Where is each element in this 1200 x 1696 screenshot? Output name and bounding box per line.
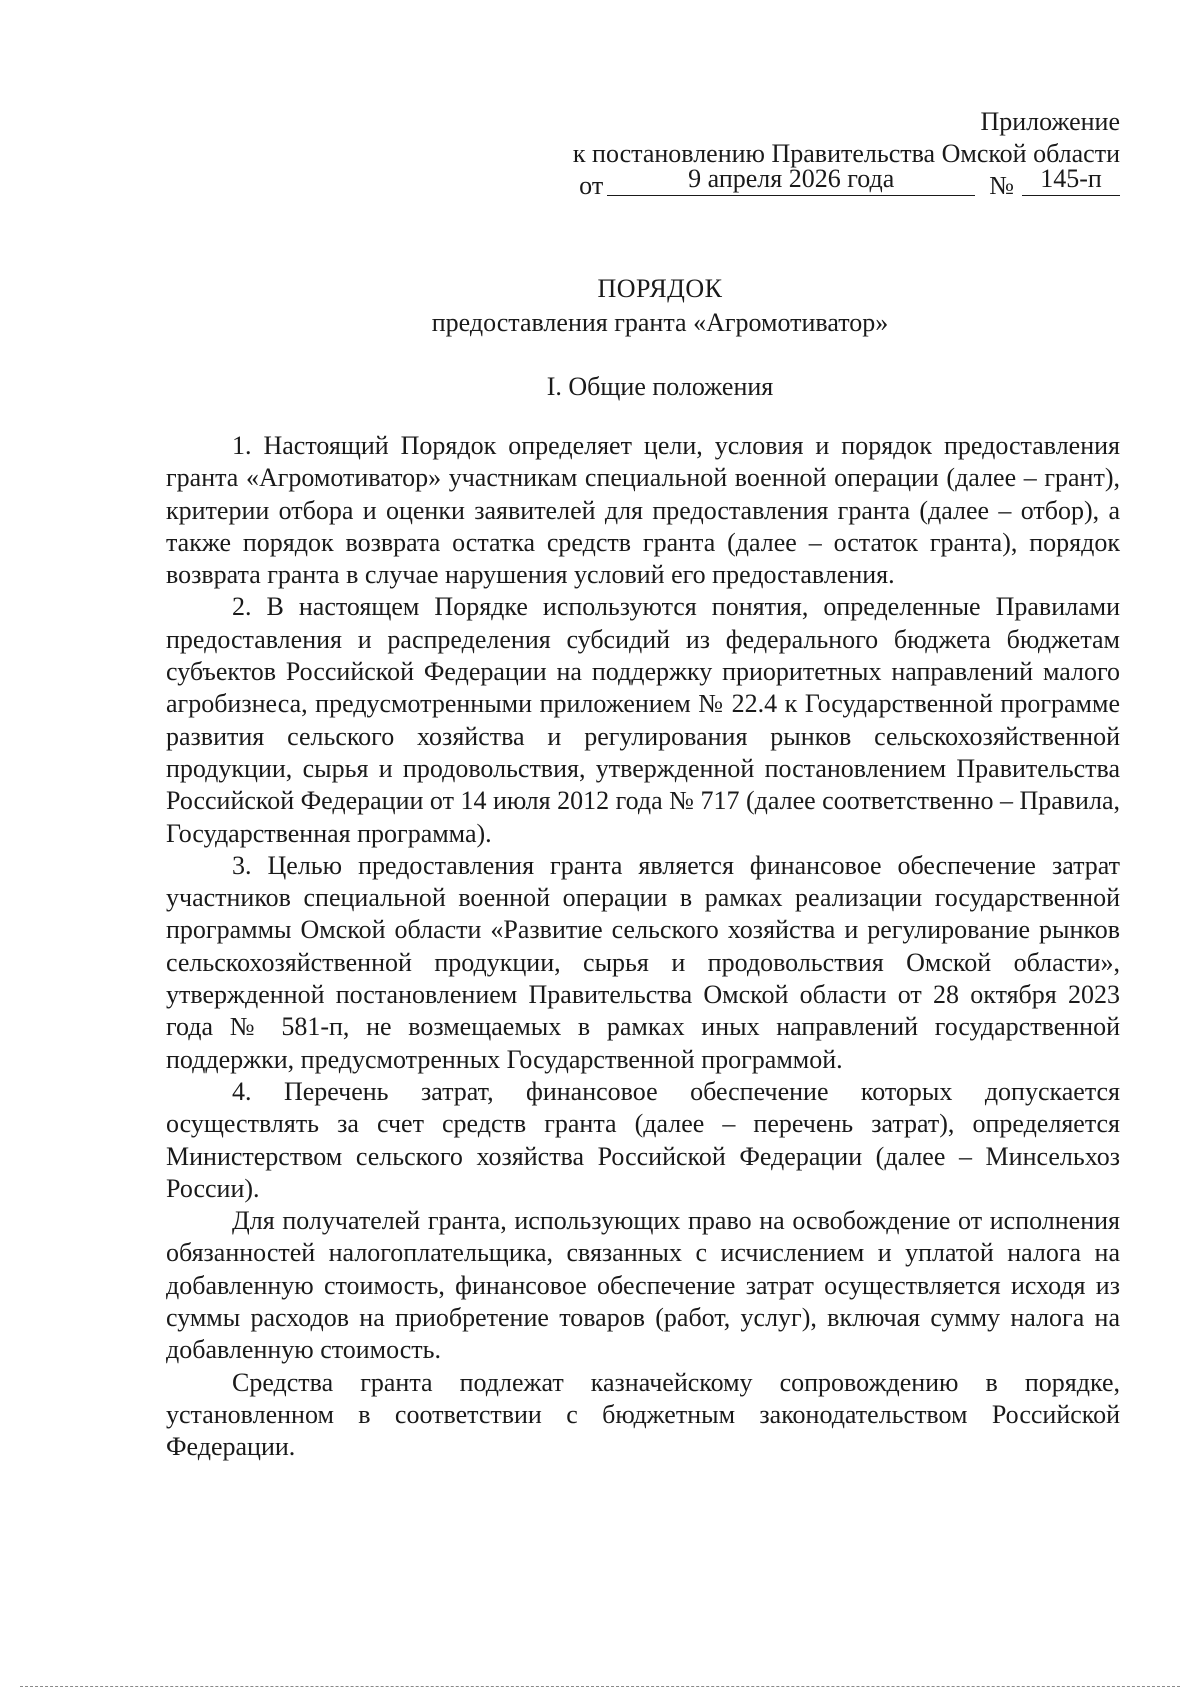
page-bottom-rule xyxy=(20,1686,1180,1687)
paragraph: 4. Перечень затрат, финансовое обеспечение которых допускается осуществлять за счет средств гранта (далее – перечень затрат), определяется Министерством сельского хозяйства Российской Федерации (далее – Минсельхоз России). xyxy=(166,1076,1120,1203)
paragraph: Средства гранта подлежат казначейскому сопровождению в порядке, установленном в соответствии с бюджетным законодательством Российской Федерации. xyxy=(166,1367,1120,1462)
appendix-label: Приложение xyxy=(980,107,1120,136)
date-prefix: от xyxy=(579,171,604,200)
document-title: ПОРЯДОК xyxy=(597,274,723,303)
paragraph: 1. Настоящий Порядок определяет цели, условия и порядок предоставления гранта «Агромотиватор» участникам специальной военной операции (далее – грант), критерии отбора и оценки заявителей для предоставления гранта (далее – отбор), а также порядок возврата остатка средств гранта (далее – остаток гранта), порядок возврата гранта в случае нарушения условий его предоставления. xyxy=(166,431,1120,590)
document-body xyxy=(166,430,1120,1464)
document-subtitle: предоставления гранта «Агромотиватор» xyxy=(431,308,889,337)
resolution-number: 145-п xyxy=(1022,165,1120,196)
paragraph: 3. Целью предоставления гранта является финансовое обеспечение затрат участников специальной военной операции в рамках реализации государственной программы Омской области «Развитие сельского хозяйства и регулирование рынков сельскохозяйственной продукции, сырья и продовольствия Омской области», утвержденной постановлением Правительства Омской области от 28 октября 2023 года № 581-п, не возмещаемых в рамках иных направлений государственной поддержки, предусмотренных Государственной программой. xyxy=(166,850,1120,1074)
paragraph: 2. В настоящем Порядке используются понятия, определенные Правилами предоставления и распределения субсидий из федерального бюджета бюджетам субъектов Российской Федерации на поддержку приоритетных направлений малого агробизнеса, предусмотренными приложением № 22.4 к Государственной программе развития сельского хозяйства и регулирования рынков сельскохозяйственной продукции, сырья и продовольствия, утвержденной постановлением Правительства Российской Федерации от 14 июля 2012 года № 717 (далее соответственно – Правила, Государственная программа). xyxy=(166,592,1120,848)
resolution-reference: к постановлению Правительства Омской области xyxy=(572,139,1120,168)
section-heading: I. Общие положения xyxy=(546,372,774,401)
resolution-date-line xyxy=(573,164,1120,202)
document-title-block xyxy=(0,272,1200,340)
appendix-header xyxy=(573,106,1120,202)
number-label: № xyxy=(989,171,1014,200)
resolution-date: 9 апреля 2026 года xyxy=(607,165,975,196)
paragraph: Для получателей гранта, использующих право на освобождение от исполнения обязанностей налогоплательщика, связанных с исчислением и уплатой налога на добавленную стоимость, финансовое обеспечение затрат осуществляется исходя из суммы расходов на приобретение товаров (работ, услуг), включая сумму налога на добавленную стоимость. xyxy=(166,1206,1120,1365)
